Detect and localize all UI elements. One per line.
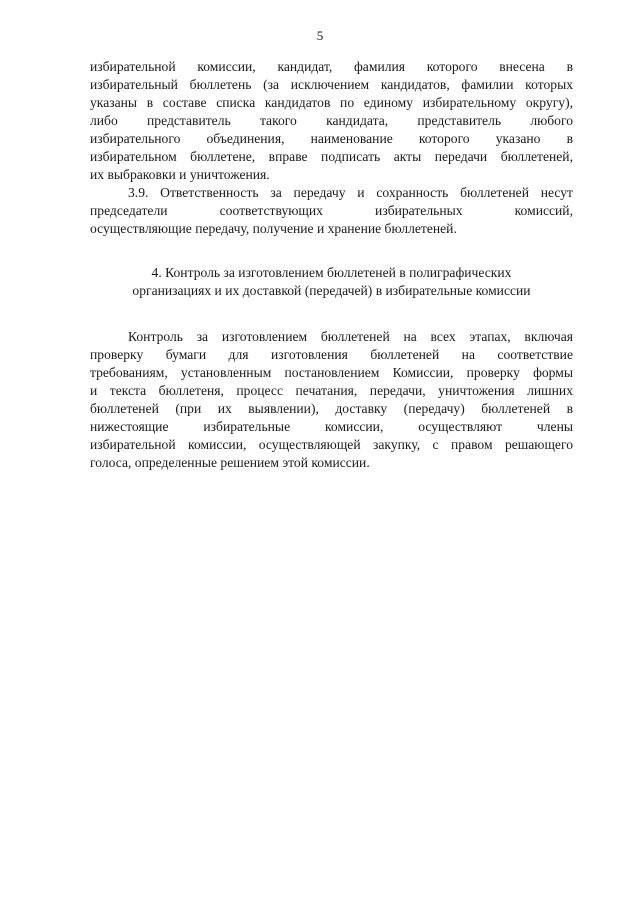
text-line: избирательный бюллетень (за исключением кандидатов, фамилии которых [90, 77, 573, 92]
page-number: 5 [316, 28, 324, 43]
text-line: избирательного объединения, наименование которого указано в [90, 131, 573, 146]
section-4-heading [90, 264, 573, 300]
text-line: бюллетеней (при их выявлении), доставку (передачу) бюллетеней в [90, 401, 573, 416]
text-line: осуществляющие передачу, получение и хранение бюллетеней. [90, 221, 457, 236]
text-line: избирательной комиссии, кандидат, фамилия которого внесена в [90, 59, 573, 74]
heading-line: организациях и их доставкой (передачей) в избирательные комиссии [132, 283, 531, 298]
text-line: 3.9. Ответственность за передачу и сохранность бюллетеней несут [128, 185, 573, 200]
text-line: нижестоящие избирательные комиссии, осуществляют члены [90, 419, 573, 434]
paragraph-commission-acts [90, 58, 573, 184]
text-line: избирательной комиссии, осуществляющей закупку, с правом решающего [90, 437, 573, 452]
text-line: указаны в составе списка кандидатов по единому избирательному округу), [90, 95, 573, 110]
paragraph-control-of-production [90, 328, 573, 472]
text-line: Контроль за изготовлением бюллетеней на всех этапах, включая [128, 329, 573, 344]
heading-line: 4. Контроль за изготовлением бюллетеней в полиграфических [151, 265, 512, 280]
document-body [90, 58, 573, 472]
text-line: требованиям, установленным постановлением Комиссии, проверку формы [90, 365, 573, 380]
text-line: их выбраковки и уничтожения. [90, 167, 270, 182]
text-line: проверку бумаги для изготовления бюллетеней на соответствие [90, 347, 573, 362]
text-line: избирательном бюллетене, вправе подписать акты передачи бюллетеней, [90, 149, 573, 164]
text-line: председатели соответствующих избирательных комиссий, [90, 203, 573, 218]
text-line: либо представитель такого кандидата, представитель любого [90, 113, 573, 128]
text-line: голоса, определенные решением этой комиссии. [90, 455, 370, 470]
paragraph-3-9-responsibility [90, 184, 573, 238]
text-line: и текста бюллетеня, процесс печатания, передачи, уничтожения лишних [90, 383, 573, 398]
